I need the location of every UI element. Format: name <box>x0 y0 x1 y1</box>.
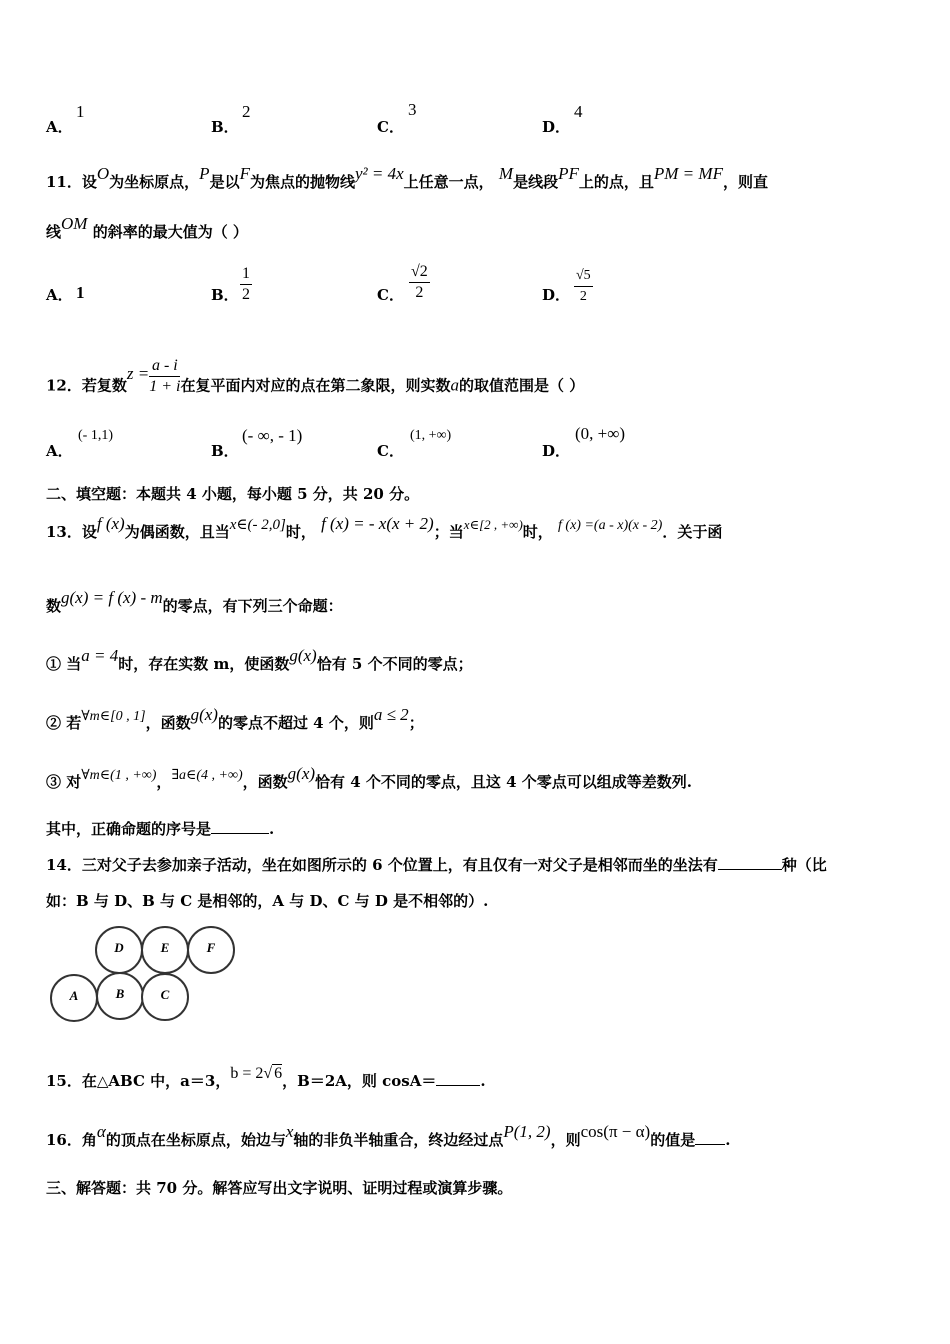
q15-b-prefix: b = 2 <box>230 1065 264 1082</box>
q11-condition: PM = MF <box>653 164 723 183</box>
q13-text: 的零点，有下列三个命题： <box>162 597 343 615</box>
q11-line-2 <box>46 214 248 242</box>
q15-b-value <box>230 1065 282 1082</box>
numerator: √2 <box>409 262 430 283</box>
q13-line-2 <box>46 588 343 616</box>
q16-text: . <box>725 1131 731 1149</box>
q11-option-d-label: D． <box>542 286 571 304</box>
q14-text: 种（比 <box>781 856 827 874</box>
q11-text: 上任意一点， <box>403 173 494 191</box>
q10-option-c-value: 3 <box>408 100 417 119</box>
q12-option-c-label: C． <box>377 442 404 460</box>
q13-text: ③ 对 <box>46 773 82 791</box>
seat-f <box>187 926 235 974</box>
q10-option-a-value: 1 <box>76 102 85 121</box>
denominator: 1 + i <box>149 378 181 395</box>
q13-text: 时， <box>285 523 316 541</box>
q13-proposition-2 <box>46 705 424 735</box>
q10-option-c-label: C． <box>377 118 404 136</box>
q11-option-a-label: A． <box>46 286 73 304</box>
q10-option-b-value: 2 <box>242 102 251 121</box>
answer-blank[interactable] <box>695 1144 725 1145</box>
q13-text: 为偶函数，且当 <box>124 523 230 541</box>
q12-question: 的取值范围是（ ） <box>458 376 585 395</box>
q16-expression: cos(π − α) <box>580 1122 651 1141</box>
q11-text: 为坐标原点， <box>109 173 200 191</box>
q13-text: 时，存在实数 m，使函数 <box>118 655 290 673</box>
q13-math: g(x) <box>190 705 218 724</box>
q12-option-c-value: (1, +∞) <box>410 428 452 443</box>
q13-text: ；当 <box>433 523 464 541</box>
q16-text: 轴的非负半轴重合，终边经过点 <box>293 1131 504 1149</box>
denominator: 2 <box>579 289 587 304</box>
q11-p: P <box>199 164 210 183</box>
q13-condition-1: x∈(- 2,0] <box>229 517 286 533</box>
q11-m: M <box>498 164 514 183</box>
q13-text: . <box>269 820 275 838</box>
q11-text: 是以 <box>209 173 240 191</box>
q12-fraction <box>149 356 180 397</box>
q13-text: 其中，正确命题的序号是 <box>46 820 212 838</box>
q12-option-b-value: (- ∞, - 1) <box>242 426 303 445</box>
q11-text: 是线段 <box>513 173 559 191</box>
answer-blank[interactable] <box>211 833 269 834</box>
q11-option-b-label: B． <box>211 286 239 304</box>
q12-option-b-label: B． <box>211 442 239 460</box>
q12-option-a-label: A． <box>46 442 73 460</box>
q11-om: OM <box>61 214 88 233</box>
numerator: √5 <box>574 266 593 287</box>
q11-line-1 <box>46 164 768 192</box>
q11-option-a-value: 1 <box>76 283 85 302</box>
seat-label: A <box>69 988 79 1003</box>
seat-label: F <box>206 940 216 955</box>
q13-number: 13．设 <box>46 523 97 541</box>
q13-text: 恰有 5 个不同的零点； <box>316 655 473 673</box>
q13-text: ，函数 <box>242 773 288 791</box>
answer-blank[interactable] <box>436 1085 480 1086</box>
seat-c <box>141 973 189 1021</box>
q11-option-c-label: C． <box>377 286 404 304</box>
q11-text: 为焦点的抛物线 <box>249 173 355 191</box>
q13-answer-line <box>46 819 274 839</box>
q13-math: ∀m∈(1 , +∞) <box>81 768 157 783</box>
q13-proposition-1 <box>46 646 473 674</box>
q16-line <box>46 1122 731 1150</box>
q11-option-c-fraction <box>409 262 430 303</box>
q16-point: P(1, 2) <box>503 1122 551 1141</box>
q15-text: . <box>480 1072 486 1090</box>
q10-option-d-value: 4 <box>574 102 583 121</box>
q12-text: 在复平面内对应的点在第二象限，则实数 <box>180 376 451 395</box>
q13-text: ② 若 <box>46 714 82 732</box>
seat-label: D <box>114 940 124 955</box>
q13-expression-1: f (x) = - x(x + 2) <box>321 514 434 533</box>
denominator: 2 <box>415 284 424 301</box>
q13-text: ．关于函 <box>662 523 723 541</box>
q13-text: ① 当 <box>46 655 82 673</box>
q13-proposition-3 <box>46 764 693 794</box>
seat-e <box>141 926 189 974</box>
q11-option-d-fraction <box>574 266 593 307</box>
numerator: a - i <box>149 356 180 377</box>
q16-text: 16．角 <box>46 1131 97 1149</box>
q16-x: x <box>285 1122 294 1141</box>
q10-option-d-label: D． <box>542 118 571 136</box>
q12-line <box>46 357 585 407</box>
q13-text: 数 <box>46 597 62 615</box>
q12-option-a-value: (- 1,1) <box>78 428 113 443</box>
seat-label: E <box>160 940 170 955</box>
q13-math: g(x) <box>287 764 316 783</box>
q11-o: O <box>96 164 110 183</box>
q13-condition-2: x∈[2 , +∞) <box>463 517 523 532</box>
q14-line-2: 如：B 与 D、B 与 C 是相邻的，A 与 D、C 与 D 是不相邻的）. <box>46 892 489 910</box>
q10-option-a-label: A． <box>46 118 73 136</box>
seat-d <box>95 926 143 974</box>
q13-text: ，函数 <box>145 714 191 732</box>
q13-math: ∀m∈[0 , 1] <box>81 709 146 724</box>
q11-option-b-fraction <box>240 264 252 305</box>
q13-expression-2: f (x) =(a - x)(x - 2) <box>558 518 663 533</box>
q12-option-d-value: (0, +∞) <box>575 424 626 443</box>
q12-z: z = <box>126 363 150 383</box>
q14-text: 14．三对父子去参加亲子活动，坐在如图所示的 6 个位置上，有且仅有一对父子是相邻而坐的坐法有 <box>46 856 718 874</box>
q16-text: 的顶点在坐标原点，始边与 <box>105 1131 286 1149</box>
q11-text: ，则直 <box>722 173 768 191</box>
q11-pf: PF <box>558 164 579 183</box>
q12-a: a <box>450 375 459 395</box>
q13-math: ∃a∈(4 , +∞) <box>171 768 243 783</box>
q13-text: 恰有 4 个不同的零点，且这 4 个零点可以组成等差数列. <box>315 773 693 791</box>
q15-text: ，B＝2A，则 cosA＝ <box>282 1072 437 1090</box>
q13-text: ， <box>156 773 172 791</box>
q16-text: 的值是 <box>650 1131 696 1149</box>
q13-math: a = 4 <box>81 646 119 665</box>
q11-parabola: y² = 4x <box>354 164 404 183</box>
answer-blank[interactable] <box>718 869 782 870</box>
q15-line <box>46 1065 486 1092</box>
q13-text: 时， <box>522 523 553 541</box>
q11-number: 11．设 <box>46 173 97 191</box>
sqrt-sign: √ <box>263 1065 273 1082</box>
q15-radicand: 6 <box>274 1065 283 1082</box>
q13-math: g(x) <box>289 646 317 665</box>
q13-line-1 <box>46 514 723 544</box>
q11-text: 线 <box>46 223 62 241</box>
q16-alpha: α <box>96 1122 106 1141</box>
q11-text: 上的点，且 <box>578 173 654 191</box>
q11-f: F <box>239 164 250 183</box>
q15-text: 15．在△ABC 中，a＝3， <box>46 1072 231 1090</box>
seat-label: C <box>160 987 170 1002</box>
section-2-heading: 二、填空题：本题共 4 小题，每小题 5 分，共 20 分。 <box>46 485 420 503</box>
q13-gx: g(x) = f (x) - m <box>61 588 163 607</box>
seat-b <box>96 972 144 1020</box>
q11-question: 的斜率的最大值为（ ） <box>92 223 248 241</box>
section-3-heading: 三、解答题：共 70 分。解答应写出文字说明、证明过程或演算步骤。 <box>46 1179 513 1197</box>
q13-math: a ≤ 2 <box>373 705 409 724</box>
seat-a <box>50 974 98 1022</box>
denominator: 2 <box>242 286 250 303</box>
numerator: 1 <box>240 264 252 285</box>
q12-option-d-label: D． <box>542 442 571 460</box>
q10-option-b-label: B． <box>211 118 239 136</box>
q13-text: 的零点不超过 4 个，则 <box>217 714 374 732</box>
q14-line-1 <box>46 855 827 875</box>
q13-fx: f (x) <box>96 514 125 533</box>
q12-number: 12．若复数 <box>46 376 127 395</box>
q16-text: ，则 <box>550 1131 581 1149</box>
seat-label: B <box>115 986 125 1001</box>
q13-text: ； <box>408 714 424 732</box>
